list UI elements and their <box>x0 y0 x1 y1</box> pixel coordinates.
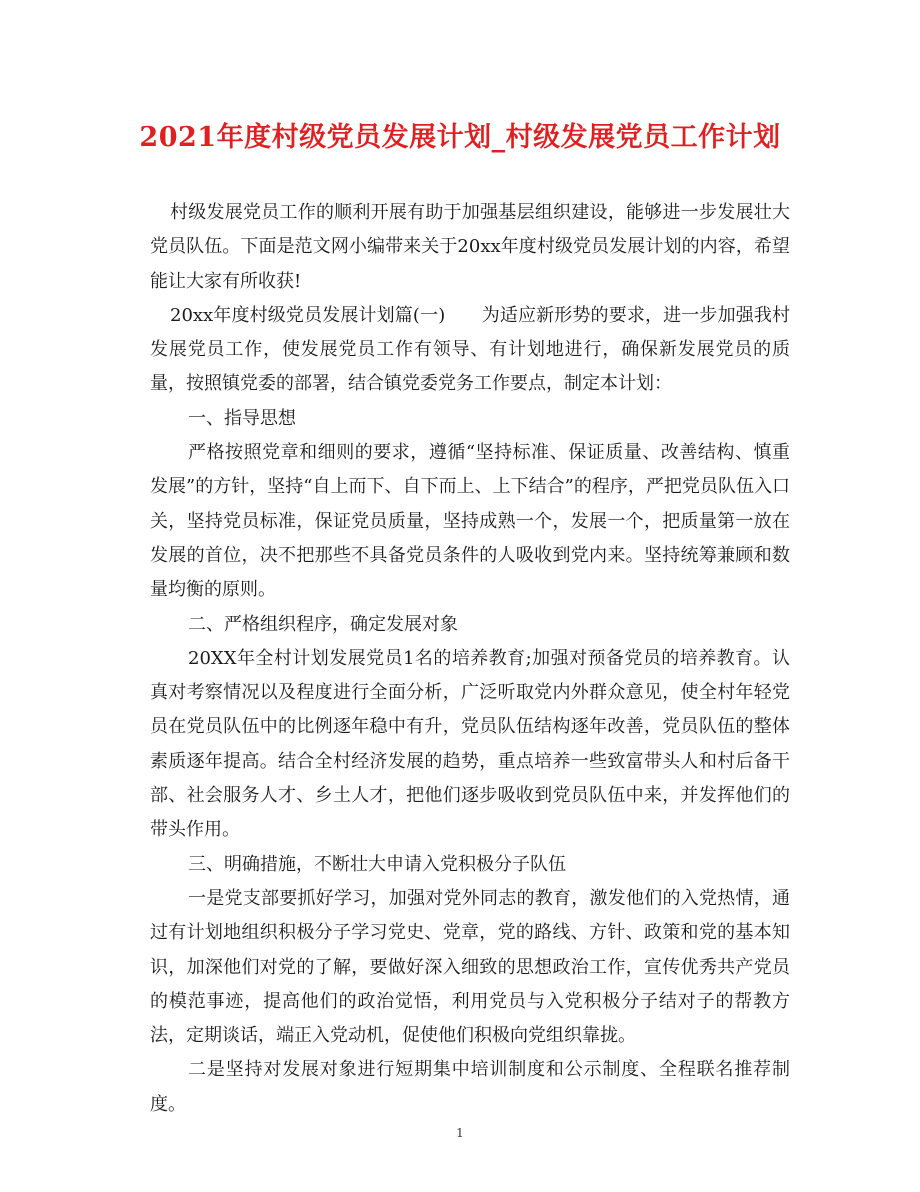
intro-paragraph: 村级发展党员工作的顺利开展有助于加强基层组织建设，能够进一步发展壮大党员队伍。下面是范文网小编带来关于20xx年度村级党员发展计划的内容，希望能让大家有所收获! <box>150 202 790 292</box>
document-title: 2021年度村级党员发展计划_村级发展党员工作计划 <box>139 122 781 153</box>
section-heading-measures: 三、明确措施，不断壮大申请入党积极分子队伍 <box>188 853 566 875</box>
measures-paragraph-two: 二是坚持对发展对象进行短期集中培训制度和公示制度、全程联名推荐制度。 <box>150 1059 790 1115</box>
procedure-paragraph: 20XX年全村计划发展党员1名的培养教育;加强对预备党员的培养教育。认真对考察情况以及程度进行全面分析，广泛听取党内外群众意见，使全村年轻党员在党员队伍中的比例逐年稳中有升，党员队伍结构逐年改善，党员队伍的整体素质逐年提高。结合全村经济发展的趋势，重点培养一些致富带头人和村后备干部、社会服务人才、乡土人才，把他们逐步吸收到党员队伍中来，并发挥他们的带头作用。 <box>150 647 790 841</box>
document-body <box>150 196 790 1122</box>
guiding-thought-paragraph: 严格按照党章和细则的要求，遵循“坚持标准、保证质量、改善结构、慎重发展”的方针，坚持“自上而下、自下而上、上下结合”的程序，严把党员队伍入口关，坚持党员标准，保证党员质量，坚持成熟一个，发展一个，把质量第一放在发展的首位，决不把那些不具备党员条件的人吸收到党内来。坚持统筹兼顾和数量均衡的原则。 <box>150 442 790 601</box>
measures-paragraph-one: 一是党支部要抓好学习，加强对党外同志的教育，激发他们的入党热情，通过有计划地组织积极分子学习党史、党章，党的路线、方针、政策和党的基本知识，加深他们对党的了解，要做好深入细致的思想政治工作，宣传优秀共产党员的模范事迹，提高他们的政治觉悟，利用党员与入党积极分子结对子的帮教方法，定期谈话，端正入党动机，促使他们积极向党组织靠拢。 <box>150 887 790 1047</box>
plan-intro-paragraph: 20xx年度村级党员发展计划篇(一) 为适应新形势的要求，进一步加强我村发展党员工作，使发展党员工作有领导、有计划地进行，确保新发展党员的质量，按照镇党委的部署，结合镇党委党务工作要点，制定本计划： <box>150 304 790 395</box>
section-heading-procedure: 二、严格组织程序，确定发展对象 <box>188 613 458 635</box>
section-heading-guiding-thought: 一、指导思想 <box>188 407 296 429</box>
page-number: 1 <box>456 1126 464 1140</box>
